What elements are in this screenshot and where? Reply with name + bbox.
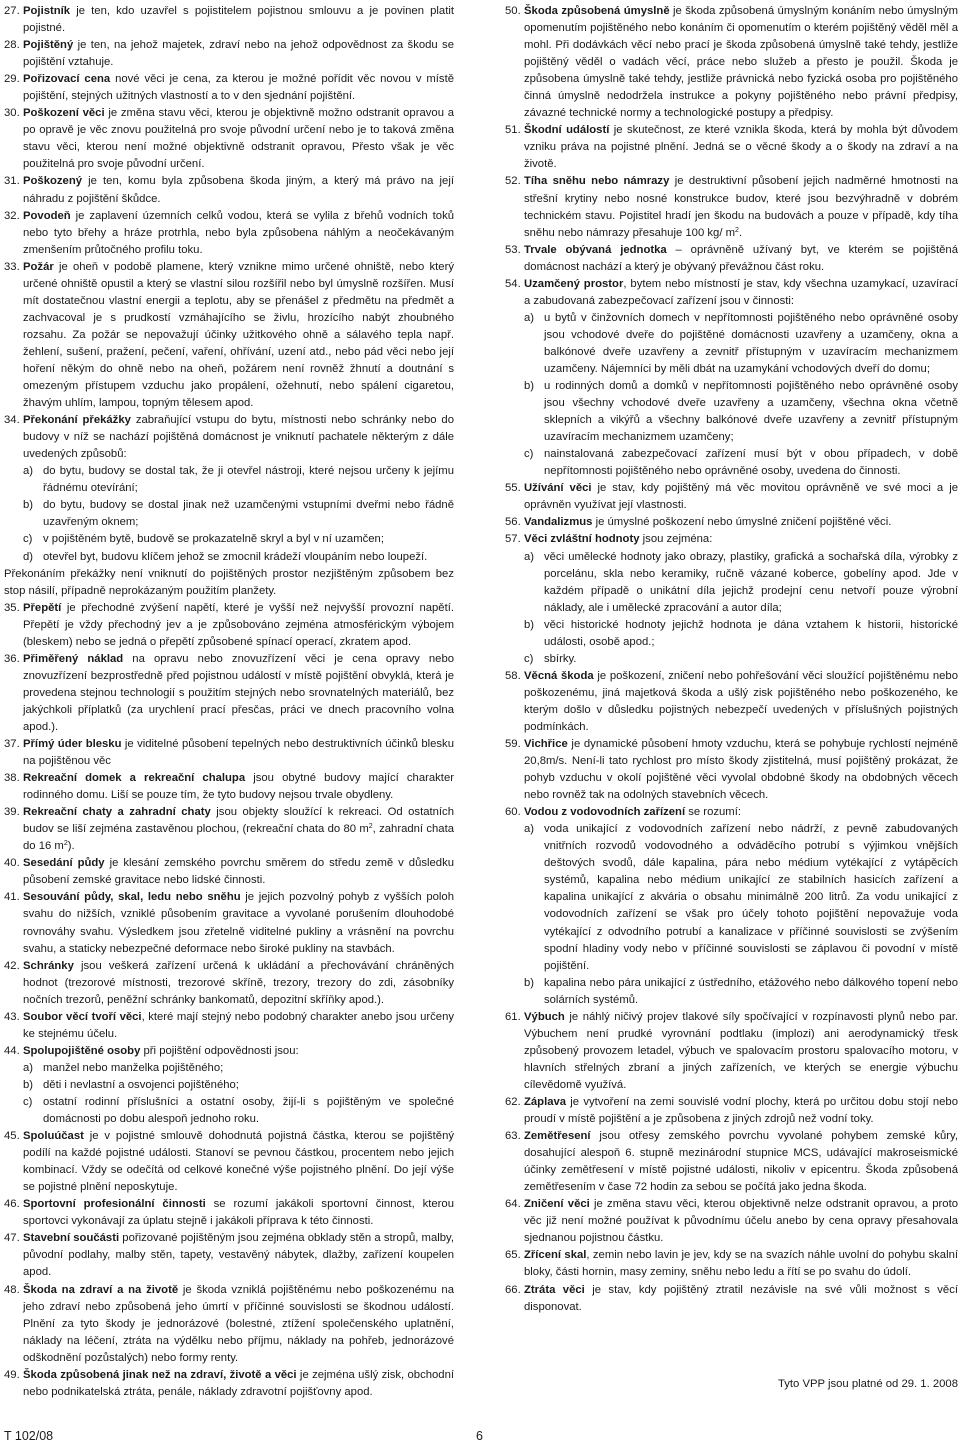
definition-item [4,651,454,736]
definition-text: jsou zejména: [639,533,713,546]
definition-number: 61. [505,1010,521,1023]
sub-item-label: a) [23,1061,34,1074]
sub-item-text: do bytu, budovy se dostal jinak než uzamčenými vstupními dveřmi nebo řádně uzavřeným oknem; [43,499,454,529]
definition-number: 48. [4,1283,20,1296]
sub-item-label: c) [524,652,534,665]
definition-item [505,1094,958,1128]
definition-item [505,514,958,531]
definition-term: Překonání překážky [23,414,131,427]
definition-number: 36. [4,652,20,665]
definition-number: 63. [505,1130,521,1143]
definition-item [4,71,454,105]
definition-text: je změna stavu věci, kterou objektivně nelze odstranit opravou, a proto věc již není možné používat k původnímu účelu anebo by cena opravy přesahovala sjednanou pojistnou částku. [524,1198,958,1245]
definition-text: jsou veškerá zařízení určená k ukládání a přechovávání chráněných hodnot (trezorové místnosti, trezorové skříně, trezory, trezory do zdi, zásobníky nočních trezorů, peněžní schránky bankomatů, depozitní skříňky apod.). [23,959,454,1006]
definition-item [4,1196,454,1230]
definition-item [4,770,454,804]
definition-number: 42. [4,959,20,972]
definition-item [4,804,454,855]
sub-item-text: děti i nevlastní a osvojenci pojištěného; [43,1078,239,1091]
definition-term: Spolupojištěné osoby [23,1044,141,1057]
definition-number: 55. [505,482,521,495]
definition-number: 44. [4,1044,20,1057]
sub-item-label: c) [23,533,33,546]
definition-item [4,412,454,463]
sub-item-text: u bytů v činžovních domech v nepřítomnosti pojištěného nebo oprávněné osoby jsou vchodové dveře do pojištěné domácnosti uzavřeny a uzamčeny, okna a balkónové dveře uzavřeny a zevnitř přístupným v uzavíracím mechanizmem uzamčeny. Nájemníci by měli dbát na uzamykání vchodových dveří do domu; [544,311,958,375]
definition-text: je náhlý ničivý projev tlakové síly spočívající v rozpínavosti plynů nebo par. Výbuchem není prudké vyrovnání podtlaku (implozi) ani aerodynamický třesk způsobený provozem letadel, výbuch ve spalovacím prostoru spalovacího motoru, v hlavních střelných zbraní a jiných zařízeních, ve kterých se energie výbuchu cílevědomě využívá. [524,1010,958,1091]
definition-term: Tíha sněhu nebo námrazy [524,175,670,188]
definition-text: jsou obytné budovy mající charakter rodinného domu. Liší se pouze tím, že tyto budovy nejsou trvale obydleny. [23,772,454,802]
definition-item [505,276,958,310]
definition-number: 52. [505,175,521,188]
sub-item-text: u rodinných domů a domků v nepřítomnosti pojištěného nebo oprávněné osoby jsou všechny vchodové dveře uzavřeny a uzamčeny, všechna okna včetně sklepních a vikýřů a všechny balkónové dveře uzavřeny a zevnitř přístupným uzavíracím mechanizmem uzamčeny; [544,380,958,444]
definition-text: je viditelné působení tepelných nebo destruktivních účinků blesku na pojištěnou věc [23,738,454,768]
definition-item [4,1282,454,1367]
definition-number: 54. [505,277,521,290]
sub-item-label: a) [524,550,535,563]
sub-item [4,1094,454,1128]
definition-number: 31. [4,175,20,188]
sub-item-label: a) [524,823,535,836]
right-column [505,3,958,1316]
definition-text: , bytem nebo místností je stav, kdy všechna uzamykací, uzavírací a zabudovaná zabezpečovací zařízení jsou v činnosti: [524,277,958,307]
definition-number: 35. [4,601,20,614]
definition-item [4,3,454,37]
definition-number: 34. [4,414,20,427]
definition-term: Přiměřený náklad [23,652,124,665]
definition-text: je destruktivní působení jejich nadměrné hmotnosti na střešní krytiny nebo nosné konstrukce budov, které jsou bezvýhradně v dobrém technickém stavu. Pojistitel hradí jen škodu na budovách a pouze v případě, kdy tíha sněhu nebo námrazy přesahuje 100 kg/ m [524,175,958,239]
definition-number: 46. [4,1198,20,1211]
definition-item [505,122,958,173]
paragraph: Překonáním překážky není vniknutí do pojištěných prostor nezjištěným způsobem bez stop násilí, případně neprokázaným použitím planžety. [4,567,454,597]
sub-item [505,975,958,1009]
definition-item [505,173,958,241]
definition-text: je zaplavení územních celků vodou, která se vylila z břehů vodních toků nebo tyto břehy a hráze protrhla, nebo byla způsobena náhlým a neočekávaným zmenšením průtočného profilu toku. [23,209,454,256]
definition-number: 56. [505,516,521,529]
definition-item [4,208,454,259]
definition-term: Stavební součásti [23,1232,120,1245]
definition-term: Zemětřesení [524,1130,591,1143]
definition-item [4,855,454,889]
definition-number: 40. [4,857,20,870]
definition-text: – oprávněně užívaný byt, ve kterém se pojištěná domácnost nachází a který je obývaný převážnou část roku. [524,243,958,273]
definition-text: na opravu nebo znovuzřízení věci je cena opravy nebo znovuzřízení bezprostředně před pojistnou událostí v místě pojištění obvyklá, která je provedena stejnou technologií s použitím stejných nebo srovnatelných materiálů, bez jakýchkoli příplatků (za urychlení prací přesčas, práci ve dnech pracovního volna apod.). [23,652,455,733]
definition-term: Trvale obývaná jednotka [524,243,667,256]
definition-text: , které mají stejný nebo podobný charakter anebo jsou určeny ke stejnému účelu. [23,1010,454,1040]
definition-term: Zničení věci [524,1198,590,1211]
sub-item-label: b) [524,380,535,393]
definition-text: je klesání zemského povrchu směrem do středu země v důsledku působení zemské gravitace nebo lidské činnosti. [23,857,455,887]
definition-text: , zemin nebo lavin je jev, kdy se na svazích náhle uvolní do pohybu skalní bloky, části hornin, masy zeminy, sněhu nebo ledu a řítí se po svahu do údolí. [524,1249,958,1279]
definition-item [505,531,958,548]
sub-item [505,310,958,378]
sub-item [505,549,958,617]
definition-term: Pojištěný [23,39,74,52]
definition-term: Škoda způsobená úmyslně [524,5,670,17]
definition-term: Vandalizmus [524,516,593,529]
definition-term: Ztráta věci [524,1283,585,1296]
definition-term: Povodeň [23,209,71,222]
definition-item [505,1247,958,1281]
definition-term: Škoda na zdraví a na životě [23,1283,179,1296]
definition-number: 38. [4,772,20,785]
definition-term: Pořizovací cena [23,73,111,86]
definition-item [4,1367,454,1401]
definition-number: 60. [505,806,521,819]
definition-text: je změna stavu věci, kterou je objektivně možno odstranit opravou a po opravě je věc znovu použitelná pro svoje původní určení nebo je to taková změna stavu věci, kterou není možné objektivně odstranit opravou, Přesto však je věc použitelná pro svoje původní určení. [23,107,454,171]
definition-term: Sportovní profesionální činnosti [23,1198,206,1211]
definition-text: se rozumí jakákoli sportovní činnost, kterou sportovci vykonávají za úplatu stejně i jakákoli příprava k této činnosti. [23,1198,454,1228]
definition-term: Pojistník [23,5,71,17]
sub-item-label: b) [524,976,535,989]
definition-item [4,1009,454,1043]
sub-item-text: manžel nebo manželka pojištěného; [43,1061,224,1074]
definition-number: 29. [4,73,20,86]
page-number: 6 [476,1429,483,1443]
definition-term: Požár [23,260,54,273]
definition-item [4,173,454,207]
definition-item [505,1009,958,1094]
sub-item-label: d) [23,550,34,563]
definition-number: 50. [505,5,521,17]
definition-term: Soubor věcí tvoří věci [23,1010,142,1023]
sub-item-text: v pojištěném bytě, budově se prokazatelně skryl a byl v ní uzamčen; [43,533,384,546]
definition-term: Škodní událostí [524,124,610,137]
sub-item [4,1060,454,1077]
definition-text: , zahradní chata do 16 m [23,823,455,853]
definition-number: 30. [4,107,20,120]
definition-number: 33. [4,260,20,273]
sub-item-label: c) [23,1096,33,1108]
definition-item [505,242,958,276]
definition-text: jsou otřesy zemského povrchu vyvolané pohybem zemské kůry, dosahující alespoň 6. stupně mezinárodní stupnice MCS, udávající makroseismické účinky zemětřesení v místě pojistné události, nikoliv v epicentru. Škoda způsobená zemětřesením v čase 72 hodin za sebou se počítá jako jedna škoda. [524,1130,958,1194]
definition-text: se rozumí: [685,806,741,819]
definition-item [505,668,958,736]
definition-term: Výbuch [524,1010,565,1023]
definition-term: Zřícení skal [524,1249,587,1262]
definition-text: je jejich pozvolný pohyb z vyšších poloh svahu do nižších, vzniklé působením gravitace a vyvolané porušením dlouhodobé rovnováhy svahu. Výsledkem jsou zřetelně viditelné pukliny a vrásnění na povrchu svahu, a staticky nebezpečné deformace nebo široké pukliny na stavbách. [23,891,454,955]
sub-item-label: a) [23,465,34,478]
definition-term: Sesouvání půdy, skal, ledu nebo sněhu [23,891,241,904]
sub-item-text: sbírky. [544,652,577,665]
definition-number: 64. [505,1198,521,1211]
definition-text: je ten, kdo uzavřel s pojistitelem pojistnou smlouvu a je povinen platit pojistné. [23,5,454,35]
sub-item-text: věci historické hodnoty jejichž hodnota je dána vztahem k historii, historické události, osobě apod.; [544,618,958,648]
sub-item [4,531,454,548]
definition-text: zabraňující vstupu do bytu, místnosti nebo schránky nebo do budovy v níž se nachází pojištěná domácnost je vniknutí pachatele některým z dále uvedených způsobů: [23,414,454,461]
definition-item [4,1230,454,1281]
definition-text: je úmyslné poškození nebo úmyslné zničení pojištěné věci. [592,516,892,529]
definition-number: 49. [4,1368,20,1381]
definition-text: je v pojistné smlouvě dohodnutá pojistná částka, kterou se pojištěný podílí na každé pojistné události. Stanoví se pevnou částkou, procentem nebo jejich kombinací. Vždy se odečítá od celkové konečné výše pojistného plnění. Do její výše se pojistné plnění neposkytuje. [23,1130,454,1194]
definition-number: 51. [505,124,521,137]
definition-item [4,958,454,1009]
definition-number: 39. [4,806,20,819]
sub-item [505,378,958,446]
definition-text: je poškození, zničení nebo pohřešování věci sloužící pojištěnému nebo poškozenému, jiná majetková škoda a ušlý zisk pojištěného nebo poškozeného, ke kterým došlo v důsledku pojistných nebezpečí uvedených v příslušných pojistných podmínkách. [524,669,959,733]
definition-text: je stav, kdy pojištěný má věc movitou oprávněně ve své moci a je oprávněn využívat její vlastnosti. [524,482,958,512]
definition-number: 59. [505,738,521,751]
definition-number: 28. [4,39,20,52]
definition-number: 58. [505,669,521,682]
definition-term: Věci zvláštní hodnoty [524,533,640,546]
sub-item [4,1077,454,1094]
definition-item [4,1043,454,1060]
sub-item [4,497,454,531]
superscript: 2 [63,840,68,848]
definition-text: je škoda způsobená úmyslným konáním nebo úmyslným opomenutím pojištěného nebo konáním či opomenutím o kterém pojištěný věděl měl a mohl. Při dodávkách věcí nebo prací je škoda způsobená úmyslně také tehdy, jestliže pojištěný věděl o vadách věcí, práce nebo služeb a přesto je použil. Škoda je způsobena úmyslně také tehdy, jestliže právnická nebo fyzická osoba pro pojištěného činná úmyslně nedodržela instrukce a pokyny pojištěného nebo právní předpisy, závazné technické normy a technologické postupy a předpisy. [524,5,959,120]
definition-item [505,1128,958,1196]
sub-item-label: b) [23,499,34,512]
sub-item-label: c) [524,448,534,461]
definition-item [4,37,454,71]
definition-item [505,736,958,804]
definition-number: 57. [505,533,521,546]
definition-item [505,1196,958,1247]
definition-item [4,889,454,957]
sub-item [505,821,958,974]
definition-term: Přímý úder blesku [23,738,122,751]
sub-item [505,617,958,651]
definition-text: je přechodné zvýšení napětí, které je vyšší než nejvyšší provozní napětí. Přepětí je vždy přechodný jev a je způsobováno zejména atmosférickým výbojem (bleskem) nebo se jedná o přepětí způsobené spínací operací, zkratem apod. [23,601,454,648]
sub-item [4,463,454,497]
sub-item-text: voda unikající z vodovodních zařízení nebo nádrží, z pevně zabudovaných vnitřních rozvodů vodovodného a odváděcího potrubí s výjimkou vnějších deštových svodů, dále kapalina, pára nebo médium vytékající z vytápěcích systémů, kapalina nebo médium unikající ze stabilních hasicích zařízení a kapalina unikající z akvária o obsahu minimálně 200 litrů. Za vodu unikající z vodovodních zařízení se však pro účely tohoto pojištění nepovažuje voda vytékající z odvodního potrubí a kanalizace v příčinné souvislosti se zvýšením spodní hladiny vody nebo v příčinné souvislosti se záplavou či povodní v místě pojištění. [544,823,958,972]
sub-item-label: b) [524,618,535,631]
sub-item-text: ostatní rodinní příslušníci a ostatní osoby, žijí-li s pojištěným ve společné domácnosti po dobu alespoň jednoho roku. [43,1096,454,1126]
definition-term: Schránky [23,959,74,972]
definition-number: 37. [4,738,20,751]
definition-term: Užívání věci [524,482,592,495]
definition-text: . [738,226,743,239]
definition-term: Uzamčený prostor [524,277,624,290]
definition-text: je vytvoření na zemi souvislé vodní plochy, která po určitou dobu stojí nebo proudí v místě pojištění a je způsobena z jiných zdrojů než vodní toky. [524,1096,958,1126]
definition-text: je ten, komu byla způsobena škoda jiným, a který má právo na její náhradu z pojištění škůdce. [23,175,454,205]
definition-number: 66. [505,1283,521,1296]
definition-text: je stav, kdy pojištěný ztratil nezávisle na své vůli možnost s věcí disponovat. [524,1283,958,1313]
sub-item [505,446,958,480]
definition-term: Poškození věci [23,107,105,120]
validity-note: Tyto VPP jsou platné od 29. 1. 2008 [777,1378,958,1390]
definition-item [4,105,454,173]
definition-number: 32. [4,209,20,222]
definition-term: Vichřice [524,738,568,751]
definition-term: Rekreační domek a rekreační chalupa [23,772,246,785]
definition-text: pořizované pojištěným jsou zejména obklady stěn a stropů, malby, původní podlahy, malby stěn, tapety, vestavěný nábytek, dlažby, zařízení koupelen apod. [23,1232,454,1279]
sub-item-text: do bytu, budovy se dostal tak, že ji otevřel nástroji, které nejsou určeny k jejímu řádnému otevírání; [43,465,454,495]
definition-text: při pojištění odpovědnosti jsou: [140,1044,299,1057]
sub-item-text: nainstalovaná zabezpečovací zařízení musí být v obou případech, v době nepřítomnosti pojištěného nebo oprávněné osoby, uvedena do činnosti. [544,448,958,478]
definition-item [4,600,454,651]
definition-number: 53. [505,243,521,256]
definition-term: Spoluúčast [23,1130,84,1143]
sub-item-text: věci umělecké hodnoty jako obrazy, plastiky, grafická a sochařská díla, výrobky z porcelánu, skla nebo keramiky, ručně vázané koberce, gobelíny apod. Jde v každém případě o unikátní díla jejichž prodejní cenu netvoří pouze výrobní náklady, ale i umělecké zpracování a autor díla; [544,550,958,614]
definition-term: Rekreační chaty a zahradní chaty [23,806,211,819]
definition-term: Věcná škoda [524,669,594,682]
sub-item [505,651,958,668]
definition-text: je zejména ušlý zisk, obchodní nebo podnikatelská ztráta, penále, náklady zdravotní pojišťovny apod. [23,1368,455,1398]
definition-item [505,804,958,821]
definition-number: 45. [4,1130,20,1143]
definition-number: 47. [4,1232,20,1245]
definition-number: 41. [4,891,20,904]
definition-item [505,3,958,122]
definition-item [505,480,958,514]
definition-number: 27. [4,5,20,17]
definition-item [4,259,454,412]
definition-text: je skutečnost, ze které vznikla škoda, která by mohla být důvodem vzniku práva na pojistné plnění. Jedná se o věcné škody a o škody na zdraví a na životě. [524,124,958,171]
left-column [4,3,454,1401]
definition-term: Sesedání půdy [23,857,105,870]
superscript: 2 [735,226,739,234]
definition-term: Vodou z vodovodních zařízení [524,806,686,819]
definition-text: je ten, na jehož majetek, zdraví nebo na jehož odpovědnost za škodu se pojištění vztahuje. [23,39,454,69]
sub-item-text: kapalina nebo pára unikající z ústředního, etážového nebo dálkového topení nebo solárních systémů. [544,976,958,1006]
definition-text: je oheň v podobě plamene, který vznikne mimo určené ohniště, nebo který určené ohniště opustil a který se vlastní silou rozšířil nebo byl úmyslně rozšířen. Musí mít dostatečnou vlastní energii a teplotu, aby se přenášel z předmětu na předmět a zachvacoval je s prudkostí vzmáhajícího se živlu, hrozícího nabýt zhoubného rozsahu. Za požár se nepovažují účinky užitkového ohně a sálavého tepla např. žehlení, sušení, pražení, pečení, vaření, ohřívání, uzení atd., nebo pád věci nebo její hoření někým do ohně nebo na oheň, požárem není rovněž žhnutí a doutnání s omezeným přístupem vzduchu jako propálení, ožehnutí, nebo spálení cigaretou, žhavým uhlím, lampou, topným tělesem apod. [23,260,454,410]
definition-number: 62. [505,1096,521,1108]
superscript: 2 [368,823,373,831]
definition-term: Poškozený [23,175,83,188]
sub-item-label: a) [524,311,535,324]
definition-text: nové věci je cena, za kterou je možné pořídit věc novou v místě pojištění, stejných užitných vlastností a to v den sjednání pojištění. [23,73,454,103]
definition-text: je dynamické působení hmoty vzduchu, která se pohybuje rychlostí nejméně 20,8m/s. Není-li tato rychlost pro místo škody zjistitelná, musí pojištěný prokázat, že pohyb vzduchu v okolí pojištěné věci vyvolal obdobné škody na obdobných věcech nebo rovněž tak na odolných stavebních věcech. [524,738,958,802]
definition-item [505,1282,958,1316]
definition-item [4,736,454,770]
definition-term: Záplava [524,1096,567,1108]
sub-item-label: b) [23,1078,34,1091]
definition-item [4,1128,454,1196]
definition-term: Přepětí [23,601,62,614]
document-code: T 102/08 [4,1429,54,1443]
definition-number: 65. [505,1249,521,1262]
sub-item-text: otevřel byt, budovu klíčem jehož se zmocnil krádeží vloupáním nebo loupeží. [43,550,428,563]
definition-number: 43. [4,1010,20,1023]
definition-term: Škoda způsobená jinak než na zdraví, životě a věci [23,1368,297,1381]
sub-item [4,549,454,566]
definition-text: je škoda vzniklá pojištěnému nebo poškozenému na jeho zdraví nebo způsobená jeho úmrtí v příčinné souvislosti se škodnou událostí. Plnění za tyto škody je jednorázové (bolestné, ztížení společenského uplatnění, náklady na léčení, ztráta na výdělku nebo příjmu, náklady na pohřeb, jednorázové odškodnění pozůstalých) nebo formy renty. [23,1283,454,1364]
definition-text: ). [67,840,75,853]
definition-text: jsou objekty sloužící k rekreaci. Od ostatních budov se liší zejména zastavěnou plochou, (rekreační chata do 80 m [23,806,454,836]
